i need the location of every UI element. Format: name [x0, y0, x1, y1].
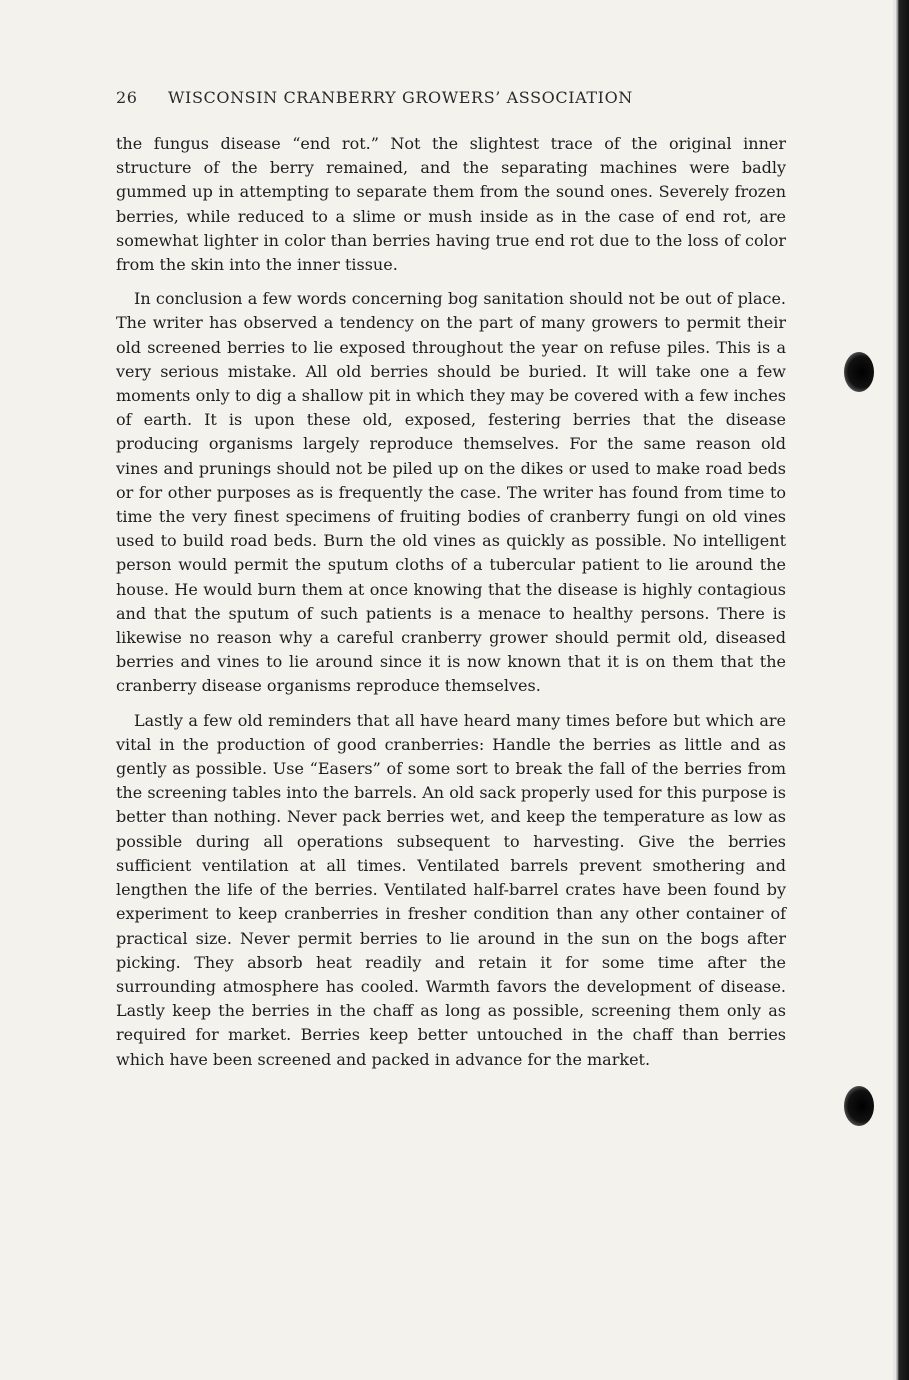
paragraph-end-rot: the fungus disease “end rot.” Not the slightest trace of the original inner structure of the berry remained, and the separating machines were badly gummed up in attempting to separate them from the sound ones. Severely frozen berries, while reduced to a slime or mush inside as in the case of end rot, are somewhat lighter in color than berries having true end rot due to the loss of color from the skin into the inner tissue.: [116, 134, 786, 275]
paragraph-reminders: Lastly a few old reminders that all have heard many times before but which are vital in the production of good cranberries: Handle the berries as little and as gently as possible. Use “Easers” of some sort to break the fall of the berries from the screening tables into the barrels. An old sack properly used for this purpose is better than nothing. Never pack berries wet, and keep the temperature as low as possible during all operations subsequent to harvesting. Give the berries sufficient ventilation at all times. Ventilated barrels prevent smothering and lengthen the life of the berries. Ventilated half-barrel crates have been found by experiment to keep cranberries in fresher condition than any other container of practical size. Never permit berries to lie around in the sun on the bogs after picking. They absorb heat readily and retain it for some time after the surrounding atmosphere has cooled. Warmth favors the development of disease. Lastly keep the berries in the chaff as long as possible, screening them only as required for market. Berries keep better untouched in the chaff than berries which have been screened and packed in advance for the market.: [116, 710, 786, 1069]
running-head: WISCONSIN CRANBERRY GROWERS’ ASSOCIATION: [168, 88, 633, 107]
body-text: [116, 132, 786, 1082]
page-header: [116, 88, 736, 112]
binding-hole-top: [844, 352, 874, 392]
page-edge-shadow: [893, 0, 909, 1380]
paragraph-bog-sanitation: In conclusion a few words concerning bog sanitation should not be out of place. The writer has observed a tendency on the part of many growers to permit their old screened berries to lie exposed throughout the year on refuse piles. This is a very serious mistake. All old berries should be buried. It will take one a few moments only to dig a shallow pit in which they may be covered with a few inches of earth. It is upon these old, exposed, festering berries that the disease producing organisms largely reproduce themselves. For the same reason old vines and prunings should not be piled up on the dikes or used to make road beds or for other purposes as is frequently the case. The writer has found from time to time the very finest specimens of fruiting bodies of cranberry fungi on old vines used to build road beds. Burn the old vines as quickly as possible. No intelligent person would permit the sputum cloths of a tubercular patient to lie around the house. He would burn them at once knowing that the disease is highly contagious and that the sputum of such patients is a menace to healthy persons. There is likewise no reason why a careful cranberry grower should permit old, diseased berries and vines to lie around since it is now known that it is on them that the cranberry disease organisms reproduce themselves.: [116, 289, 786, 696]
page-number: 26: [116, 88, 138, 107]
binding-hole-bottom: [844, 1086, 874, 1126]
